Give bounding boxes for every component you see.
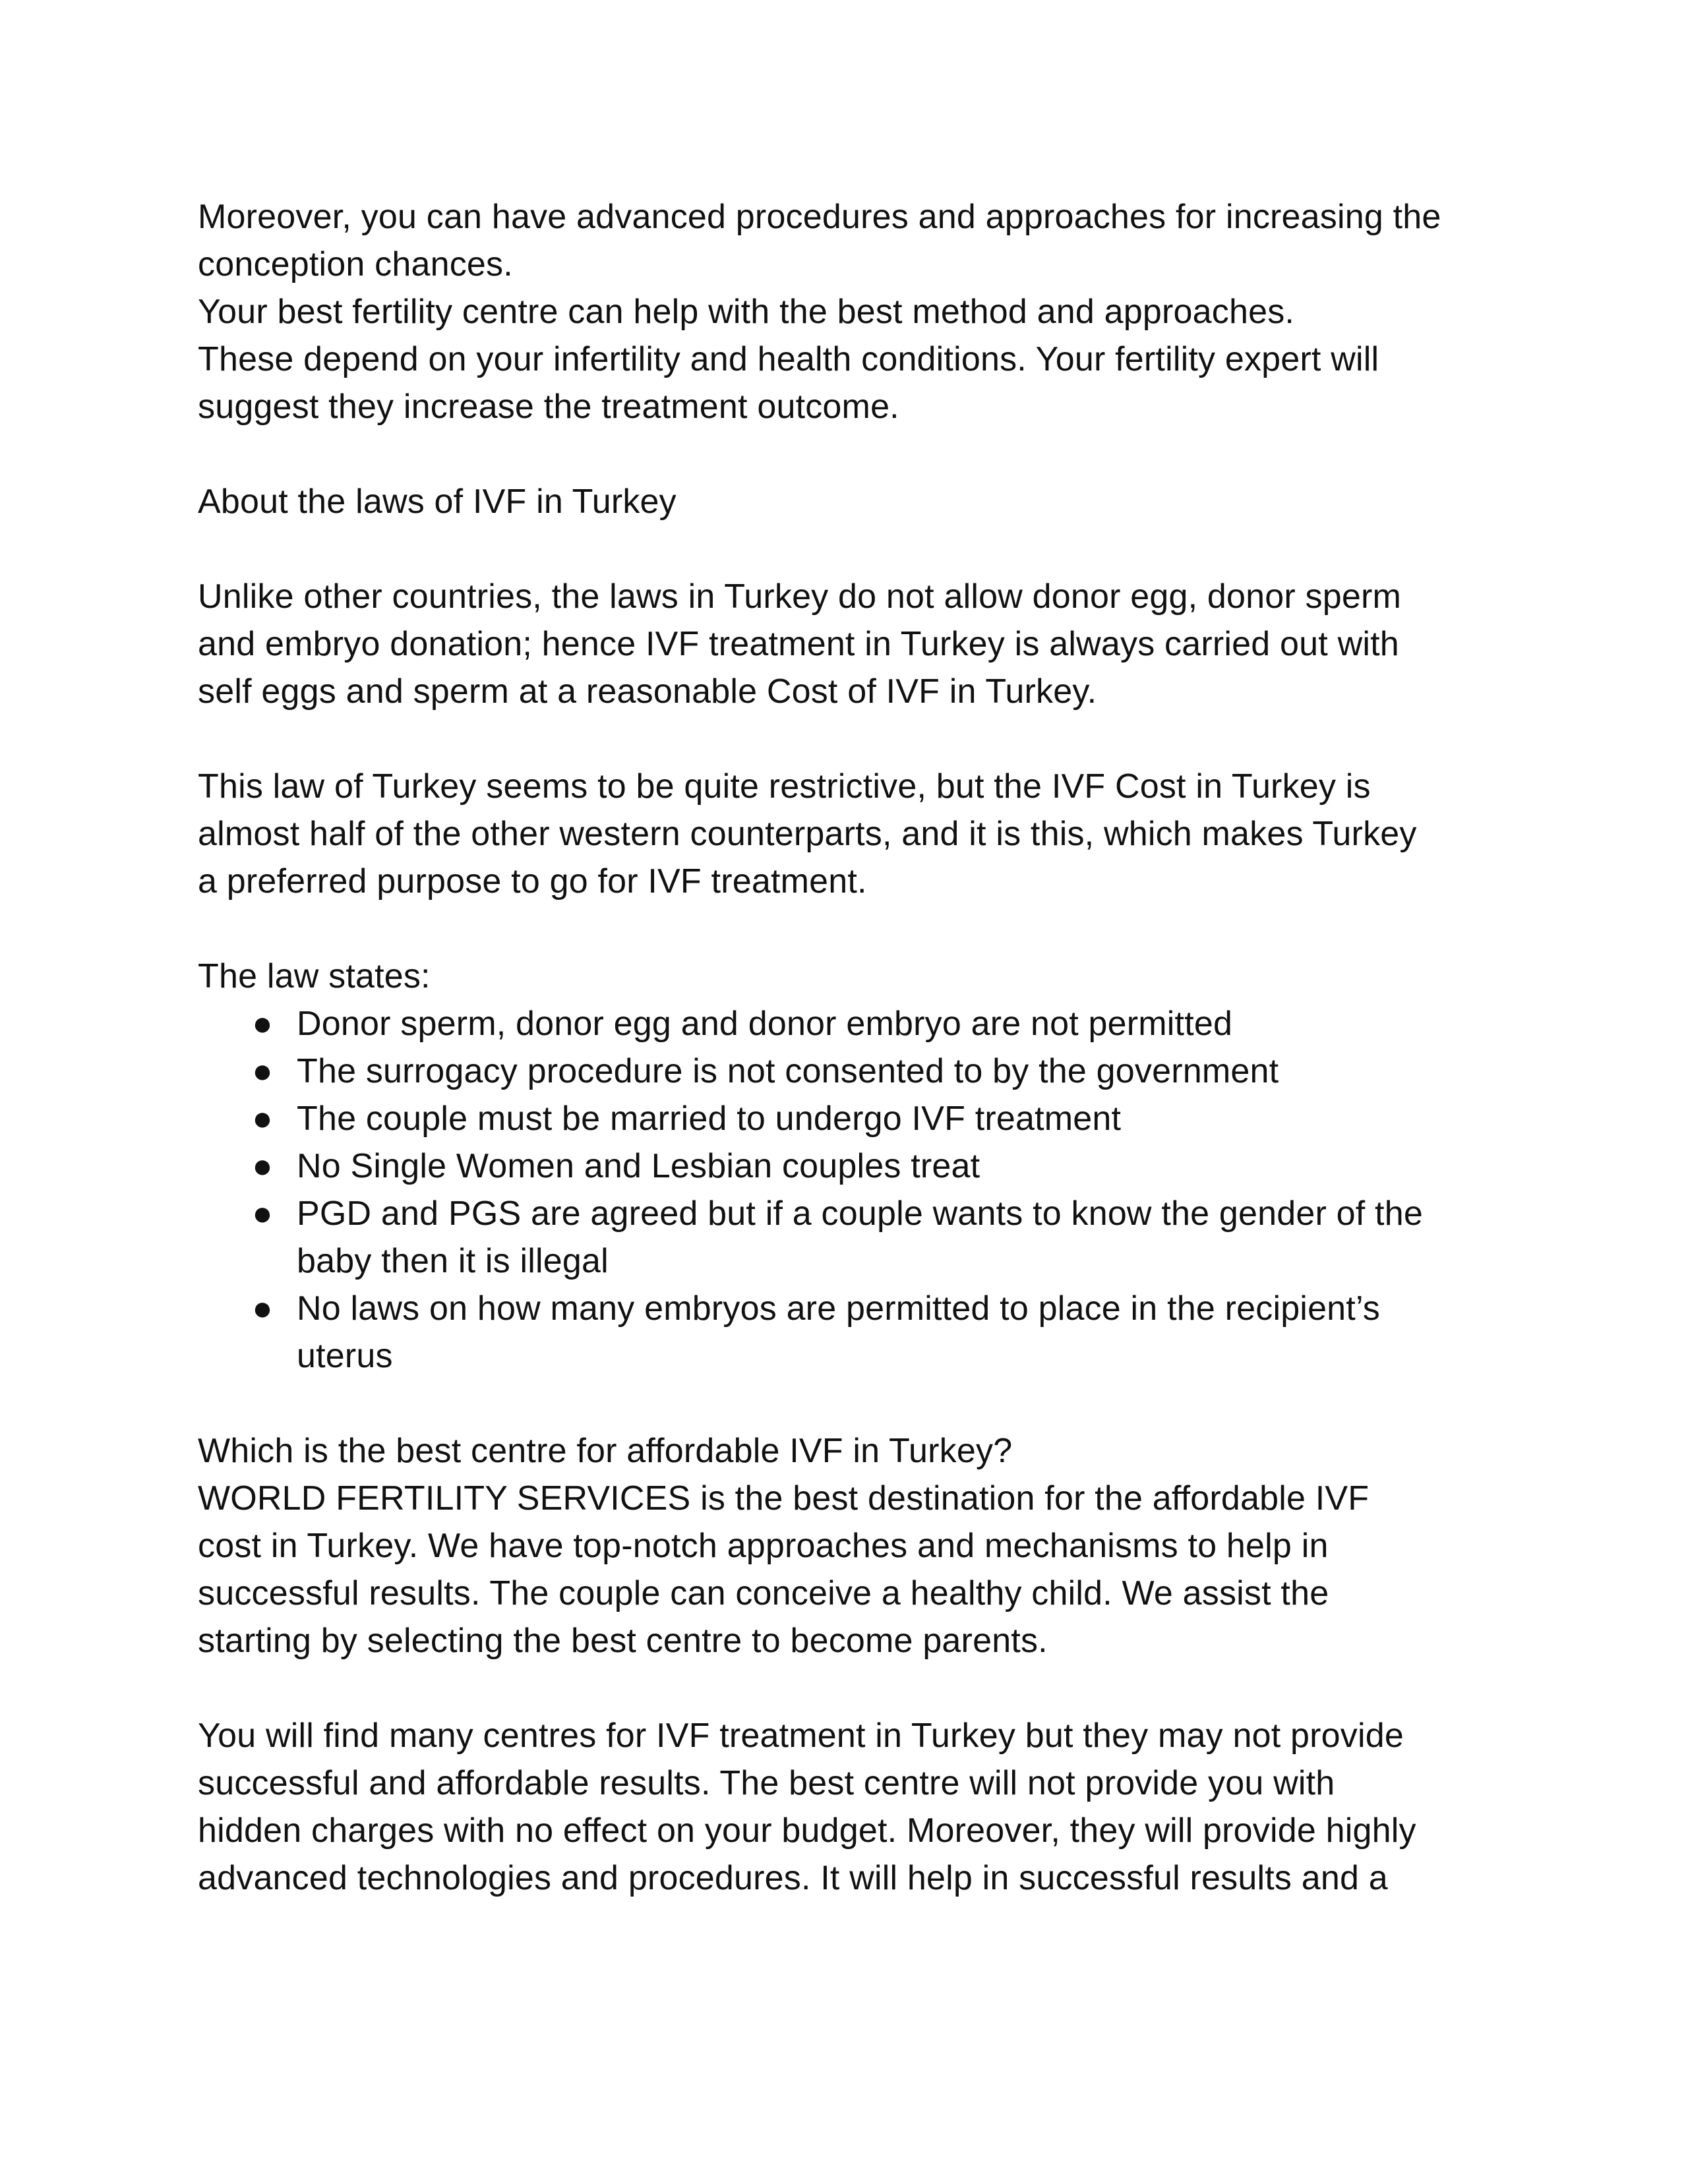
section-heading-laws: About the laws of IVF in Turkey [198,483,677,521]
paragraph-gap [198,715,1517,763]
bullet-icon: ● [252,1289,273,1328]
bullet-icon: ● [252,1005,273,1043]
bullet-text: The couple must be married to undergo IVF treatment [297,1100,1122,1138]
intro-line: conception chances. [198,245,513,283]
paragraph-gap [198,1665,1517,1712]
laws-line: Unlike other countries, the laws in Turkey do not allow donor egg, donor sperm [198,577,1402,616]
bullet-text: baby then it is illegal [297,1242,609,1280]
intro-line: Moreover, you can have advanced procedures and approaches for increasing the [198,198,1441,236]
bullet-text: PGD and PGS are agreed but if a couple wants to know the gender of the [297,1195,1423,1233]
law-bullet-list [198,1000,1517,1380]
laws-line: self eggs and sperm at a reasonable Cost of IVF in Turkey. [198,672,1097,711]
intro-line: These depend on your infertility and health conditions. Your fertility expert will [198,340,1379,378]
document-body [198,193,1517,1902]
best-centre-paragraph [198,1427,1517,1665]
laws-paragraph-2 [198,763,1517,905]
laws-line: and embryo donation; hence IVF treatment in Turkey is always carried out with [198,625,1399,663]
intro-line: Your best fertility centre can help with the best method and approaches. [198,293,1295,331]
closing-line: advanced technologies and procedures. It will help in successful results and a [198,1859,1388,1897]
bullet-text: The surrogacy procedure is not consented to by the government [297,1052,1279,1090]
closing-line: successful and affordable results. The best centre will not provide you with [198,1764,1335,1802]
laws-line: a preferred purpose to go for IVF treatment. [198,862,867,900]
best-centre-line: Which is the best centre for affordable IVF in Turkey? [198,1432,1013,1470]
list-item [198,1048,1517,1095]
list-item [198,1095,1517,1142]
bullet-icon: ● [252,1052,273,1090]
law-states-label: The law states: [198,957,431,995]
best-centre-line: successful results. The couple can conceive a healthy child. We assist the [198,1574,1329,1612]
laws-line: almost half of the other western counterparts, and it is this, which makes Turkey [198,815,1417,853]
closing-paragraph [198,1712,1517,1902]
bullet-text: Donor sperm, donor egg and donor embryo are not permitted [297,1005,1233,1043]
bullet-icon: ● [252,1147,273,1185]
closing-line: hidden charges with no effect on your budget. Moreover, they will provide highly [198,1812,1416,1850]
bullet-icon: ● [252,1100,273,1138]
best-centre-line: cost in Turkey. We have top-notch approaches and mechanisms to help in [198,1527,1329,1565]
intro-line: suggest they increase the treatment outcome. [198,388,899,426]
paragraph-gap [198,430,1517,478]
paragraph-gap [198,905,1517,953]
best-centre-line: starting by selecting the best centre to become parents. [198,1622,1048,1660]
intro-paragraph [198,193,1517,430]
paragraph-gap [198,525,1517,573]
best-centre-line: WORLD FERTILITY SERVICES is the best destination for the affordable IVF [198,1479,1370,1518]
bullet-text: No laws on how many embryos are permitted to place in the recipient’s [297,1289,1380,1328]
bullet-text: No Single Women and Lesbian couples treat [297,1147,980,1185]
paragraph-gap [198,1380,1517,1427]
list-item [198,1000,1517,1048]
list-item [198,1190,1517,1285]
bullet-icon: ● [252,1195,273,1233]
list-item [198,1285,1517,1380]
list-item [198,1142,1517,1190]
bullet-text: uterus [297,1337,393,1375]
laws-paragraph-1 [198,573,1517,715]
closing-line: You will find many centres for IVF treatment in Turkey but they may not provide [198,1717,1404,1755]
laws-line: This law of Turkey seems to be quite restrictive, but the IVF Cost in Turkey is [198,767,1371,806]
